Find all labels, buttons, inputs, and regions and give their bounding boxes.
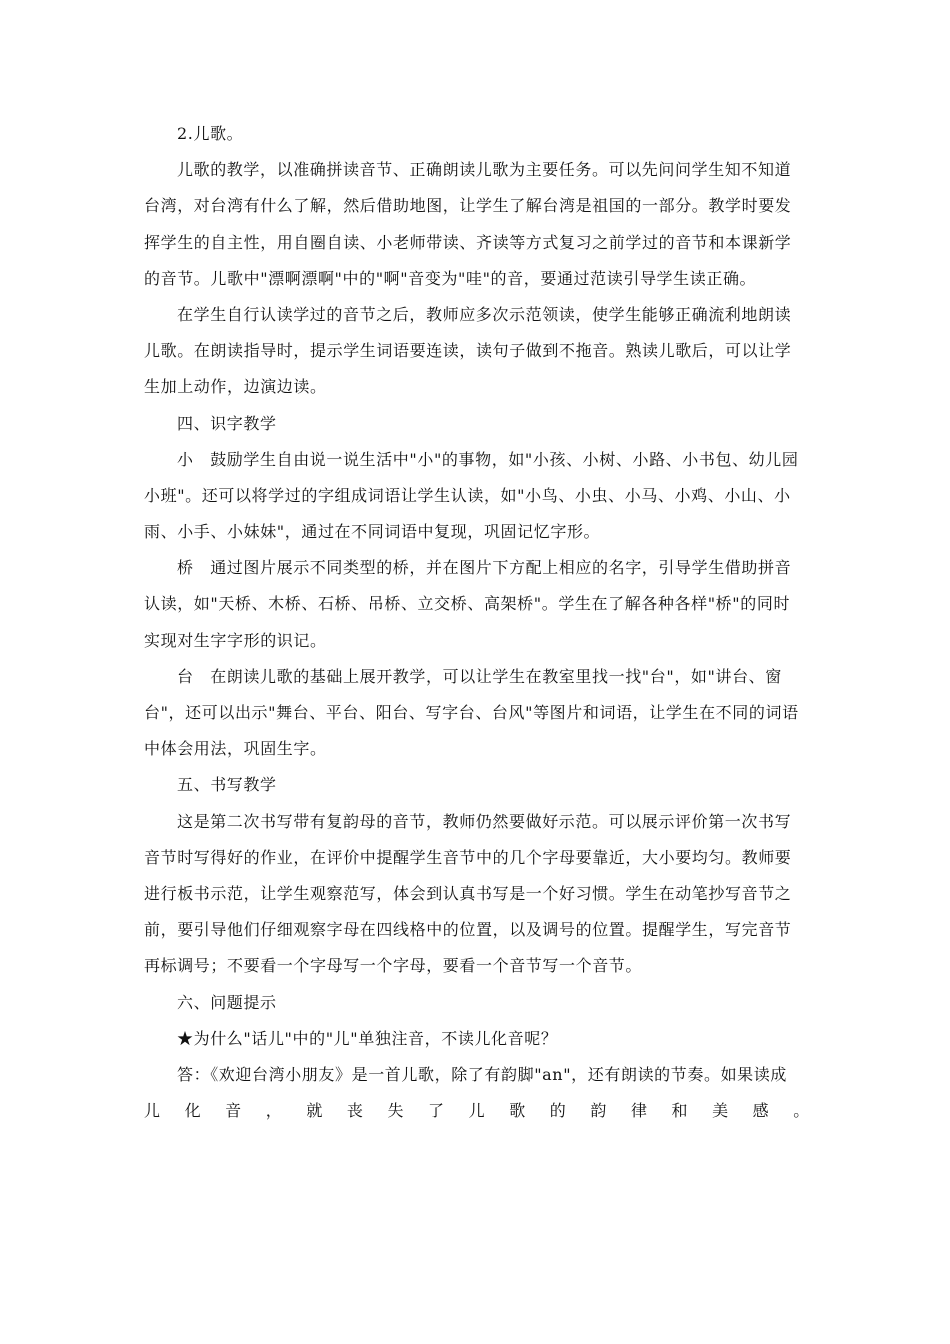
char: 就: [306, 1101, 323, 1121]
paragraph-line: 认读，如"天桥、木桥、石桥、吊桥、立交桥、高架桥"。学生在了解各种各样"桥"的同时: [144, 594, 791, 614]
paragraph-line: 进行板书示范，让学生观察范写，体会到认真书写是一个好习惯。学生在动笔抄写音节之: [144, 883, 792, 903]
paragraph-line: 前，要引导他们仔细观察字母在四线格中的位置，以及调号的位置。提醒学生，写完音节: [144, 920, 792, 940]
char: 音: [225, 1101, 242, 1121]
char: 美: [712, 1101, 729, 1121]
paragraph-line: 实现对生字字形的识记。: [144, 630, 327, 650]
paragraph-line: 中体会用法，巩固生字。: [144, 739, 327, 759]
paragraph-line: 在学生自行认读学过的音节之后，教师应多次示范领读，使学生能够正确流利地朗读: [177, 304, 792, 324]
section-heading-character-teaching: 四、识字教学: [177, 413, 277, 433]
char: 和: [671, 1101, 689, 1121]
char: ，: [265, 1101, 283, 1121]
paragraph-line: 音节时写得好的作业，在评价中提醒学生音节中的几个字母要靠近，大小要均匀。教师要: [144, 847, 792, 867]
question-line: ★为什么"话儿"中的"儿"单独注音，不读儿化音呢？: [177, 1028, 558, 1048]
paragraph-line: 再标调号；不要看一个字母写一个字母，要看一个音节写一个音节。: [144, 956, 643, 976]
paragraph-line: 儿歌的教学，以准确拼读音节、正确朗读儿歌为主要任务。可以先问问学生知不知道: [177, 160, 792, 180]
char: 歌: [509, 1101, 526, 1121]
answer-last-line: [144, 1093, 810, 1129]
paragraph-line: 台 在朗读儿歌的基础上展开教学，可以让学生在教室里找一找"台"，如"讲台、窗: [177, 666, 782, 686]
paragraph-line: 雨、小手、小妹妹"，通过在不同词语中复现，巩固记忆字形。: [144, 522, 601, 542]
document-body: [144, 116, 810, 1129]
char: 儿: [144, 1101, 161, 1121]
char: 了: [428, 1101, 445, 1121]
paragraph-line: 桥 通过图片展示不同类型的桥，并在图片下方配上相应的名字，引导学生借助拼音: [177, 558, 792, 578]
char: 。: [793, 1101, 810, 1121]
paragraph-line: 儿歌。在朗读指导时，提示学生词语要连读，读句子做到不拖音。熟读儿歌后，可以让学: [144, 341, 792, 361]
char: 儿: [468, 1101, 486, 1121]
paragraph-line: 小班"。还可以将学过的字组成词语让学生认读，如"小鸟、小虫、小马、小鸡、小山、小: [144, 485, 791, 505]
answer-line: 答：《欢迎台湾小朋友》是一首儿歌，除了有韵脚"an"，还有朗读的节奏。如果读成: [177, 1064, 787, 1084]
char: 丧: [346, 1101, 364, 1121]
section-heading-question-tips: 六、问题提示: [177, 992, 277, 1012]
paragraph-line: 挥学生的自主性，用自圈自读、小老师带读、齐读等方式复习之前学过的音节和本课新学: [144, 232, 792, 252]
char: 失: [387, 1101, 405, 1121]
char: 的: [549, 1101, 567, 1121]
paragraph-line: 小 鼓励学生自由说一说生活中"小"的事物，如"小孩、小树、小路、小书包、幼儿园: [177, 449, 799, 469]
paragraph-line: 台"，还可以出示"舞台、平台、阳台、写字台、台风"等图片和词语，让学生在不同的词语: [144, 703, 799, 722]
char: 化: [184, 1101, 202, 1121]
section-heading-writing-teaching: 五、书写教学: [177, 775, 277, 795]
paragraph-line: 的音节。儿歌中"漂啊漂啊"中的"啊"音变为"哇"的音，要通过范读引导学生读正确。: [144, 268, 757, 288]
char: 律: [630, 1101, 648, 1121]
paragraph-line: 这是第二次书写带有复韵母的音节，教师仍然要做好示范。可以展示评价第一次书写: [177, 811, 792, 831]
paragraph-line: 生加上动作，边演边读。: [144, 377, 327, 397]
char: 韵: [590, 1101, 607, 1121]
paragraph-line: 台湾，对台湾有什么了解，然后借助地图，让学生了解台湾是祖国的一部分。教学时要发: [144, 196, 792, 216]
char: 感: [752, 1101, 770, 1121]
section-heading-nursery-rhyme: 2.儿歌。: [177, 124, 244, 143]
